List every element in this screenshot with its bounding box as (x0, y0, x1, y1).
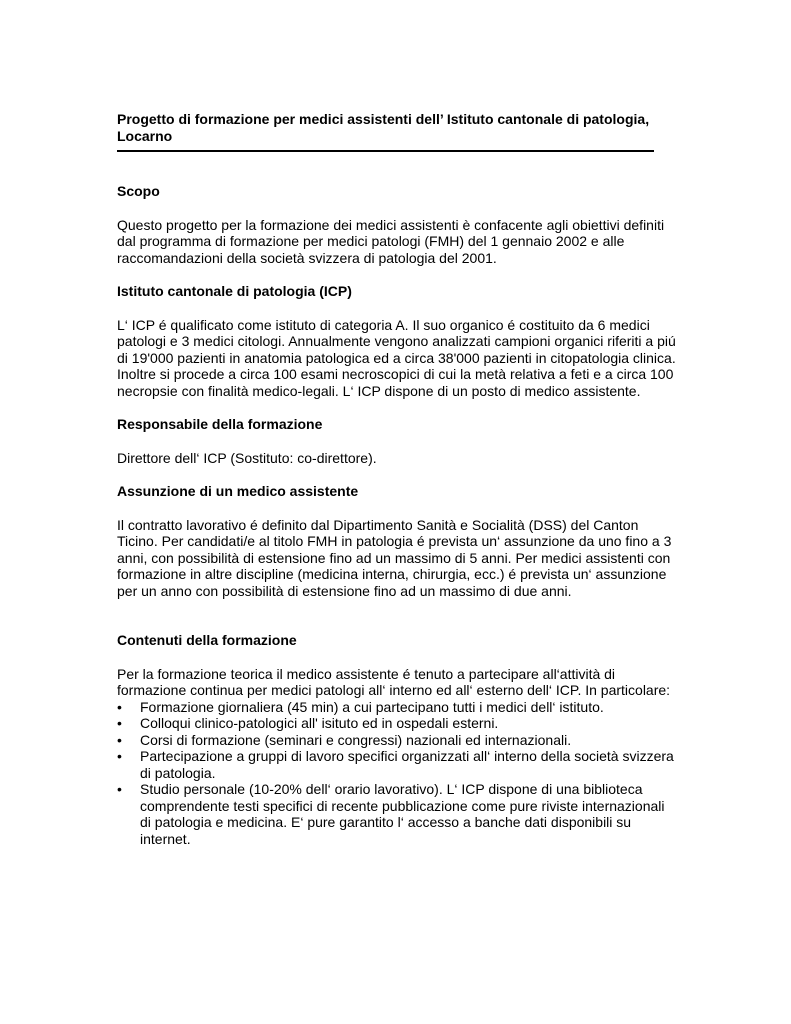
paragraph-responsabile: Direttore dell‘ ICP (Sostituto: co-direttore). (117, 449, 377, 466)
list-item (117, 715, 677, 732)
list-item-text: Formazione giornaliera (45 min) a cui partecipano tutti i medici dell‘ istituto. (140, 698, 604, 715)
bullet-icon: • (117, 715, 122, 731)
list-item-text: Corsi di formazione (seminari e congressi) nazionali ed internazionali. (140, 731, 572, 748)
bullet-icon: • (117, 748, 122, 764)
document-title: Progetto di formazione per medici assistenti dell’ Istituto cantonale di patologia, Locarno (117, 111, 650, 144)
list-item (117, 781, 677, 847)
heading-scopo: Scopo (117, 183, 160, 199)
heading-istituto: Istituto cantonale di patologia (ICP) (117, 283, 352, 299)
list-item (117, 732, 677, 749)
paragraph-assunzione: Il contratto lavorativo é definito dal Dipartimento Sanità e Socialità (DSS) del Canton Ticino. Per candidati/e al titolo FMH in patologia é prevista un‘ assunzione da uno fino a 3 anni, con possibilità di estensione fino ad un massimo di 5 anni. Per medici assistenti con formazione in altre discipline (medicina interna, chirurgia, ecc.) é prevista un‘ assunzione per un anno con possibilità di estensione fino ad un massimo di due anni. (117, 516, 672, 599)
list-item-text: Partecipazione a gruppi di lavoro specifici organizzati all‘ interno della società svizzera di patologia. (140, 748, 674, 781)
heading-assunzione: Assunzione di un medico assistente (117, 483, 359, 499)
paragraph-istituto: L‘ ICP é qualificato come istituto di categoria A. Il suo organico é costituito da 6 medici patologi e 3 medici citologi. Annualmente vengono analizzati campioni organici riferiti a piú di 19'000 pazienti in anatomia patologica ed a circa 38'000 pazienti in citopatologia clinica. Inoltre si procede a circa 100 esami necroscopici di cui la metà relativa a feti e a circa 100 necropsie con finalità medico-legali. L‘ ICP dispone di un posto di medico assistente. (117, 316, 676, 399)
list-item-text: Studio personale (10-20% dell‘ orario lavorativo). L‘ ICP dispone di una biblioteca comprendente testi specifici di recente pubblicazione come pure riviste internazionali di patologia e medicina. E‘ pure garantito l‘ accesso a banche dati disponibili su internet. (140, 781, 665, 847)
title-underline (117, 150, 654, 152)
heading-contenuti: Contenuti della formazione (117, 632, 297, 648)
paragraph-scopo: Questo progetto per la formazione dei medici assistenti è confacente agli obiettivi definiti dal programma di formazione per medici patologi (FMH) del 1 gennaio 2002 e alle raccomandazioni della società svizzera di patologia del 2001. (117, 216, 665, 266)
list-item (117, 748, 677, 781)
contenuti-list (117, 699, 677, 848)
bullet-icon: • (117, 731, 122, 748)
list-item-text: Colloqui clinico-patologici all' isituto ed in ospedali esterni. (140, 715, 499, 731)
bullet-icon: • (117, 781, 122, 797)
document-page (117, 111, 677, 847)
bullet-icon: • (117, 698, 122, 715)
list-item (117, 699, 677, 716)
heading-responsabile: Responsabile della formazione (117, 416, 323, 432)
paragraph-contenuti: Per la formazione teorica il medico assistente é tenuto a partecipare all‘attività di formazione continua per medici patologi all‘ interno ed all‘ esterno dell‘ ICP. In particolare: (117, 665, 671, 698)
